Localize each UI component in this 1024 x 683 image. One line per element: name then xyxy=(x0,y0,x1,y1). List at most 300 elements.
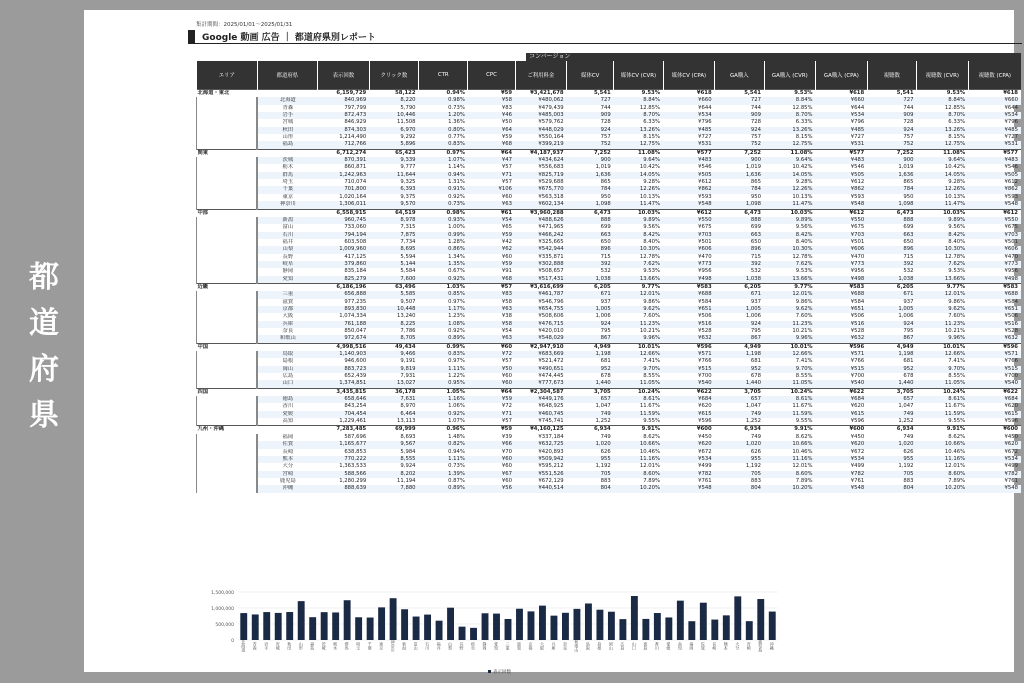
prefecture-cell: 8.84% xyxy=(614,97,663,104)
prefecture-cell: 9.70% xyxy=(764,366,816,373)
bar xyxy=(413,617,420,640)
prefecture-cell: ¥862 xyxy=(816,186,868,193)
prefecture-cell: 1,020 xyxy=(715,441,764,448)
prefecture-cell: ¥612 xyxy=(1004,179,1018,186)
prefecture-row xyxy=(197,418,1022,426)
prefecture-cell: 8.40% xyxy=(795,238,813,245)
prefecture-cell: 12.75% xyxy=(764,141,816,149)
prefecture-cell: 1,019 xyxy=(745,164,761,171)
prefecture-cell: 9,466 xyxy=(369,351,418,358)
prefecture-cell: ¥60 xyxy=(468,380,515,388)
prefecture-cell: ¥548 xyxy=(816,201,868,209)
region-total-cell: 7,252 xyxy=(867,149,916,157)
prefecture-cell: ¥602,134 xyxy=(515,201,567,209)
prefecture-cell: 13.66% xyxy=(614,276,663,284)
region-total-cell: 6,934 xyxy=(567,426,614,434)
conversion-group-header: コンバージョン xyxy=(526,53,1021,61)
prefecture-row xyxy=(197,246,1022,253)
area-spacer xyxy=(197,306,258,313)
prefecture-cell: 11.47% xyxy=(614,201,663,209)
column-header[interactable]: GA購入 (CPA) xyxy=(816,61,868,90)
prefecture-cell: ¥485 xyxy=(968,127,1021,134)
prefecture-cell: 937 xyxy=(600,298,611,305)
prefecture-cell: 0.92% xyxy=(419,411,468,418)
region-total-cell: ¥577 xyxy=(968,149,1021,157)
prefecture-cell: ¥42 xyxy=(501,238,513,245)
prefecture-name: 兵庫 xyxy=(257,321,318,328)
bar xyxy=(275,613,282,640)
prefecture-cell: 8.61% xyxy=(764,396,816,403)
x-tick-label: 神奈川 xyxy=(390,640,396,652)
prefecture-cell: ¥796 xyxy=(850,119,865,126)
prefecture-cell: 757 xyxy=(903,134,914,141)
area-spacer xyxy=(197,328,258,335)
region-total-cell: 10.24% xyxy=(917,388,969,396)
region-total-cell: 6,205 xyxy=(715,283,764,291)
region-total-cell: ¥600 xyxy=(968,426,1021,434)
prefecture-cell: ¥654,755 xyxy=(515,306,567,313)
prefecture-cell: 10.46% xyxy=(944,448,966,455)
region-total-cell: 5,541 xyxy=(867,90,916,98)
region-total-cell: 9.91% xyxy=(614,426,663,434)
area-spacer xyxy=(197,373,258,380)
bar xyxy=(355,617,362,640)
prefecture-cell: 11.23% xyxy=(917,321,969,328)
column-header[interactable]: クリック数 xyxy=(369,61,418,90)
prefecture-cell: ¥506 xyxy=(698,313,712,320)
prefecture-cell: 10.46% xyxy=(639,448,661,455)
prefecture-cell: 1,242,963 xyxy=(318,172,370,179)
prefecture-cell: ¥632 xyxy=(663,335,715,343)
prefecture-cell: 7.62% xyxy=(764,261,816,268)
prefecture-cell: ¥508,606 xyxy=(538,313,564,320)
region-total-cell: ¥596 xyxy=(816,343,868,351)
prefecture-cell: ¥59 xyxy=(501,134,513,141)
area-spacer xyxy=(197,119,258,126)
prefecture-name: 青森 xyxy=(257,105,318,112)
prefecture-cell: 663 xyxy=(567,232,614,239)
prefecture-cell: 9,325 xyxy=(400,179,416,186)
prefecture-cell: ¥534 xyxy=(968,456,1021,463)
region-total-cell: 36,178 xyxy=(369,388,418,396)
region-total-cell: 9.53% xyxy=(764,90,816,98)
region-total-cell: 69,999 xyxy=(369,426,418,434)
prefecture-cell: 626 xyxy=(903,448,914,455)
prefecture-cell: ¥606 xyxy=(663,246,715,253)
prefecture-cell: ¥688 xyxy=(816,291,868,298)
region-total-cell: 10.03% xyxy=(917,209,969,217)
prefecture-cell: ¥606 xyxy=(816,246,868,253)
prefecture-cell: 9.64% xyxy=(764,157,816,164)
bar xyxy=(665,617,672,640)
prefecture-cell: 883 xyxy=(600,477,611,484)
prefecture-cell: 678 xyxy=(903,373,914,380)
prefecture-cell: ¥50 xyxy=(468,366,515,373)
prefecture-cell: 9.70% xyxy=(614,366,663,373)
prefecture-cell: 1.16% xyxy=(419,396,468,403)
prefecture-cell: 10.21% xyxy=(792,328,813,334)
prefecture-name: 静岡 xyxy=(257,268,318,275)
region-total-cell: ¥64 xyxy=(468,149,515,157)
prefecture-cell: 896 xyxy=(867,246,916,253)
prefecture-cell: 671 xyxy=(715,291,764,298)
prefecture-cell: ¥700 xyxy=(698,373,712,380)
prefecture-name: 岐阜 xyxy=(257,261,318,268)
prefecture-cell: 11.05% xyxy=(764,380,816,388)
prefecture-cell: 392 xyxy=(567,261,614,268)
prefecture-cell: 893,830 xyxy=(318,306,370,313)
region-total-cell: ¥596 xyxy=(968,343,1021,351)
region-total-cell: 9.77% xyxy=(614,283,663,291)
prefecture-cell: 1,363,533 xyxy=(339,463,367,470)
prefecture-cell: 8.60% xyxy=(614,471,663,478)
prefecture-cell: 825,279 xyxy=(318,276,370,284)
prefecture-cell: ¥548 xyxy=(968,485,1021,492)
prefecture-cell: ¥550,164 xyxy=(538,134,564,141)
prefecture-cell: ¥57 xyxy=(501,164,513,171)
prefecture-cell: 705 xyxy=(567,471,614,478)
prefecture-cell: 10.42% xyxy=(944,164,966,171)
report-page xyxy=(84,10,1018,675)
bar xyxy=(505,619,512,640)
prefecture-cell: 9,570 xyxy=(369,201,418,209)
prefecture-row xyxy=(197,396,1022,403)
prefecture-cell: ¥620 xyxy=(850,403,865,410)
column-header[interactable]: CTR xyxy=(419,61,468,90)
prefecture-cell: 5,984 xyxy=(400,448,416,455)
prefecture-cell: 663 xyxy=(867,232,916,239)
prefecture-cell: ¥632,725 xyxy=(515,441,567,448)
region-total-cell: 0.99% xyxy=(419,343,468,351)
region-total-cell: 6,473 xyxy=(715,209,764,217)
prefecture-row xyxy=(197,441,1022,448)
region-total-cell: 3,705 xyxy=(567,388,614,396)
prefecture-cell: 12.01% xyxy=(792,463,813,470)
prefecture-cell: ¥745,741 xyxy=(538,418,564,425)
prefecture-cell: ¥508,657 xyxy=(538,268,564,275)
prefecture-name: 大阪 xyxy=(257,313,318,320)
area-spacer xyxy=(197,434,258,441)
x-tick-label: 福岡 xyxy=(689,642,695,650)
prefecture-cell: 8,555 xyxy=(369,456,418,463)
bar xyxy=(344,600,351,640)
prefecture-cell: 11.16% xyxy=(614,456,663,463)
prefecture-cell: 955 xyxy=(867,456,916,463)
prefecture-cell: 1,047 xyxy=(745,403,761,410)
prefecture-row xyxy=(197,134,1022,141)
column-header[interactable]: GA購入 xyxy=(715,61,764,90)
prefecture-cell: ¥528 xyxy=(1004,328,1018,334)
y-tick-label: 0 xyxy=(231,639,234,644)
x-tick-label: 京都 xyxy=(528,642,534,650)
prefecture-cell: ¥548 xyxy=(663,485,715,492)
prefecture-cell: 8.40% xyxy=(948,238,966,245)
prefecture-cell: 896 xyxy=(715,246,764,253)
bar xyxy=(332,612,339,640)
x-tick-label: 福島 xyxy=(310,642,316,650)
prefecture-row xyxy=(197,380,1022,388)
prefecture-cell: 8.15% xyxy=(643,134,661,141)
area-spacer xyxy=(197,485,258,492)
prefecture-cell: 0.83% xyxy=(419,141,468,149)
prefecture-name: 広島 xyxy=(257,373,318,380)
region-total-cell: 0.98% xyxy=(419,209,468,217)
prefecture-cell: ¥606 xyxy=(968,246,1021,253)
prefecture-cell: 955 xyxy=(715,456,764,463)
prefecture-cell: 10.30% xyxy=(764,246,816,253)
column-header[interactable]: ご利用料金 xyxy=(515,61,567,90)
x-tick-label: 和歌山 xyxy=(574,640,580,652)
prefecture-cell: 757 xyxy=(750,134,761,141)
area-spacer xyxy=(197,478,258,485)
prefecture-cell: 784 xyxy=(567,186,614,193)
prefecture-cell: 1.23% xyxy=(448,313,465,320)
bar xyxy=(631,596,638,640)
region-total-cell: 10.01% xyxy=(917,343,969,351)
prefecture-cell: 840,969 xyxy=(318,97,370,104)
column-header[interactable]: 媒体CV (CPA) xyxy=(663,61,715,90)
prefecture-cell: 650 xyxy=(750,238,761,245)
prefecture-cell: 681 xyxy=(903,358,914,365)
prefecture-cell: 909 xyxy=(867,112,916,119)
prefecture-cell: ¥521,472 xyxy=(538,358,564,365)
prefecture-cell: 9,507 xyxy=(400,298,416,305)
prefecture-cell: ¥615 xyxy=(968,411,1021,418)
region-total-cell: 11.08% xyxy=(917,149,969,157)
area-spacer xyxy=(197,449,258,456)
prefecture-cell: 761,188 xyxy=(318,321,370,328)
area-spacer xyxy=(197,97,258,104)
prefecture-cell: ¥63 xyxy=(468,306,515,313)
prefecture-cell: 896 xyxy=(567,246,614,253)
prefecture-cell: 9.96% xyxy=(917,335,969,343)
prefecture-cell: ¥72 xyxy=(468,351,515,358)
x-tick-label: 山形 xyxy=(298,642,304,650)
prefecture-cell: ¥54 xyxy=(468,217,515,224)
prefecture-cell: 715 xyxy=(600,253,611,260)
column-header[interactable]: 視聴数 (CPA) xyxy=(968,61,1021,90)
prefecture-cell: 12.01% xyxy=(614,291,663,298)
prefecture-cell: ¥727 xyxy=(1004,134,1018,141)
x-tick-label: 宮崎 xyxy=(746,642,752,650)
prefecture-cell: 7,631 xyxy=(369,396,418,403)
area-spacer xyxy=(197,134,258,141)
prefecture-cell: ¥531 xyxy=(663,141,715,149)
bar xyxy=(263,612,270,640)
prefecture-cell: 8,695 xyxy=(369,246,418,253)
prefecture-cell: ¥483 xyxy=(968,157,1021,164)
prefecture-cell: ¥556,683 xyxy=(538,164,564,171)
prefecture-cell: 699 xyxy=(903,224,914,231)
region-total-cell: 7,283,485 xyxy=(318,426,370,434)
prefecture-cell: 12.26% xyxy=(917,186,969,193)
prefecture-cell: 952 xyxy=(715,366,764,373)
prefecture-name: 宮城 xyxy=(257,119,318,126)
title-accent-bar xyxy=(188,30,195,43)
prefecture-cell: 12.01% xyxy=(764,291,816,298)
prefecture-cell: 712,766 xyxy=(318,141,370,149)
x-tick-label: 滋賀 xyxy=(516,642,522,650)
prefecture-cell: 7.60% xyxy=(795,313,813,320)
prefecture-cell: 626 xyxy=(750,448,761,455)
bar xyxy=(734,596,741,640)
prefecture-cell: ¥766 xyxy=(850,358,865,365)
prefecture-cell: 652,439 xyxy=(344,373,367,380)
prefecture-cell: 657 xyxy=(867,396,916,403)
prefecture-cell: 12.78% xyxy=(792,253,813,260)
prefecture-cell: ¥65 xyxy=(501,224,513,231)
area-spacer xyxy=(197,396,258,403)
region-total-cell: 0.97% xyxy=(419,149,468,157)
prefecture-cell: ¥632 xyxy=(968,335,1021,343)
area-spacer xyxy=(197,105,258,112)
prefecture-cell: 0.92% xyxy=(448,193,465,200)
area-spacer xyxy=(197,232,258,239)
prefecture-cell: 8.15% xyxy=(948,134,966,141)
area-name: 四国 xyxy=(197,388,318,396)
prefecture-cell: 699 xyxy=(750,224,761,231)
prefecture-cell: 663 xyxy=(715,232,764,239)
prefecture-cell: ¥540 xyxy=(968,380,1021,388)
prefecture-cell: 1,252 xyxy=(595,418,611,425)
prefecture-cell: ¥506 xyxy=(850,313,865,320)
prefecture-cell: ¥595,212 xyxy=(538,463,564,470)
prefecture-row xyxy=(197,411,1022,418)
x-tick-label: 香川 xyxy=(654,642,660,650)
prefecture-cell: ¥461,787 xyxy=(515,291,567,298)
prefecture-cell: 11.59% xyxy=(917,411,969,418)
prefecture-cell: ¥83 xyxy=(468,291,515,298)
region-total-cell: 49,434 xyxy=(369,343,418,351)
prefecture-cell: ¥550 xyxy=(663,217,715,224)
prefecture-cell: 8.55% xyxy=(948,373,966,380)
prefecture-cell: 9.53% xyxy=(643,268,661,275)
prefecture-cell: 7.41% xyxy=(795,358,813,365)
prefecture-cell: ¥71 xyxy=(468,411,515,418)
region-total-row xyxy=(197,283,1022,291)
prefecture-cell: 850,047 xyxy=(344,328,367,334)
prefecture-cell: 671 xyxy=(567,291,614,298)
prefecture-cell: ¥485,003 xyxy=(515,112,567,119)
prefecture-cell: 752 xyxy=(715,141,764,149)
prefecture-cell: 8.60% xyxy=(917,471,969,478)
prefecture-cell: 7,315 xyxy=(400,224,416,231)
bar xyxy=(642,619,649,640)
prefecture-cell: 972,674 xyxy=(318,335,370,343)
prefecture-cell: 11.67% xyxy=(639,403,661,410)
prefecture-cell: 924 xyxy=(715,127,764,134)
prefecture-cell: 0.95% xyxy=(419,380,468,388)
prefecture-row xyxy=(197,471,1022,478)
prefecture-name: 長野 xyxy=(257,254,318,261)
region-total-cell: ¥57 xyxy=(468,283,515,291)
prefecture-cell: 0.73% xyxy=(448,463,465,470)
x-tick-label: 山口 xyxy=(631,642,637,650)
prefecture-cell: ¥684 xyxy=(968,396,1021,403)
prefecture-cell: 1.17% xyxy=(419,306,468,313)
prefecture-cell: ¥651 xyxy=(968,306,1021,313)
prefecture-cell: 8,693 xyxy=(400,433,416,440)
prefecture-cell: ¥449,176 xyxy=(515,396,567,403)
prefecture-cell: ¥498 xyxy=(663,276,715,284)
region-total-cell: 6,205 xyxy=(867,283,916,291)
report-title: Google 動画 広告 ｜ 都道府県別レポート xyxy=(202,33,376,43)
prefecture-cell: 9.56% xyxy=(795,224,813,231)
prefecture-cell: 12.85% xyxy=(792,104,813,111)
column-header[interactable]: 媒体CV (CVR) xyxy=(614,61,663,90)
column-header[interactable]: 媒体CV xyxy=(567,61,614,90)
bar xyxy=(746,621,753,640)
prefecture-cell: 1.31% xyxy=(448,179,465,186)
prefecture-cell: ¥540 xyxy=(816,380,868,388)
prefecture-cell: ¥651 xyxy=(663,306,715,313)
column-header[interactable]: 視聴数 xyxy=(867,61,916,90)
prefecture-cell: 8.70% xyxy=(764,112,816,119)
prefecture-cell: 1,192 xyxy=(595,463,611,470)
column-header[interactable]: 表示回数 xyxy=(318,61,370,90)
prefecture-cell: 392 xyxy=(715,261,764,268)
prefecture-cell: 8.60% xyxy=(764,471,816,478)
area-spacer xyxy=(197,456,258,463)
prefecture-cell: 883 xyxy=(750,477,761,484)
x-tick-label: 鹿児島 xyxy=(758,640,764,652)
prefecture-cell: 744 xyxy=(750,104,761,111)
prefecture-cell: ¥498 xyxy=(816,276,868,284)
area-spacer xyxy=(197,299,258,306)
area-spacer xyxy=(197,321,258,328)
region-total-cell: 3,435,815 xyxy=(318,388,370,396)
prefecture-cell: 843,254 xyxy=(344,403,367,410)
prefecture-cell: ¥620 xyxy=(1004,403,1018,410)
column-header[interactable]: エリア xyxy=(197,61,258,90)
region-total-cell: ¥618 xyxy=(663,90,715,98)
prefecture-row xyxy=(197,291,1022,298)
prefecture-cell: 11.16% xyxy=(764,456,816,463)
prefecture-cell: 1,020 xyxy=(567,441,614,448)
prefecture-cell: ¥62 xyxy=(468,246,515,253)
region-total-cell: ¥612 xyxy=(816,209,868,217)
prefecture-name: 山形 xyxy=(257,134,318,141)
column-header[interactable]: CPC xyxy=(468,61,515,90)
prefecture-cell: 867 xyxy=(867,335,916,343)
prefecture-cell: 909 xyxy=(567,112,614,119)
column-header[interactable]: GA購入 (CVR) xyxy=(764,61,816,90)
prefecture-cell: ¥675 xyxy=(1004,224,1018,231)
prefecture-row xyxy=(197,313,1022,320)
prefecture-name: 鳥取 xyxy=(257,351,318,358)
prefecture-cell: 0.85% xyxy=(419,291,468,298)
prefecture-cell: 417,125 xyxy=(344,253,367,260)
prefecture-cell: ¥534 xyxy=(816,112,868,119)
prefecture-cell: 1,636 xyxy=(715,172,764,179)
prefecture-cell: ¥56 xyxy=(468,485,515,492)
prefecture-cell: ¥825,719 xyxy=(515,172,567,179)
bar xyxy=(711,620,718,640)
x-tick-label: 埼玉 xyxy=(356,642,362,650)
column-header[interactable]: 視聴数 (CVR) xyxy=(917,61,969,90)
x-tick-label: 東京 xyxy=(379,642,385,650)
prefecture-cell: 7.89% xyxy=(643,477,661,484)
column-header[interactable]: 都道府県 xyxy=(257,61,318,90)
bar xyxy=(482,613,489,640)
prefecture-row xyxy=(197,157,1022,164)
prefecture-cell: ¥72 xyxy=(501,403,513,410)
prefecture-cell: 749 xyxy=(600,433,611,440)
prefecture-cell: 952 xyxy=(867,366,916,373)
area-name: 近畿 xyxy=(197,283,318,291)
prefecture-cell: ¥471,965 xyxy=(538,224,564,231)
prefecture-cell: ¥777,673 xyxy=(515,380,567,388)
